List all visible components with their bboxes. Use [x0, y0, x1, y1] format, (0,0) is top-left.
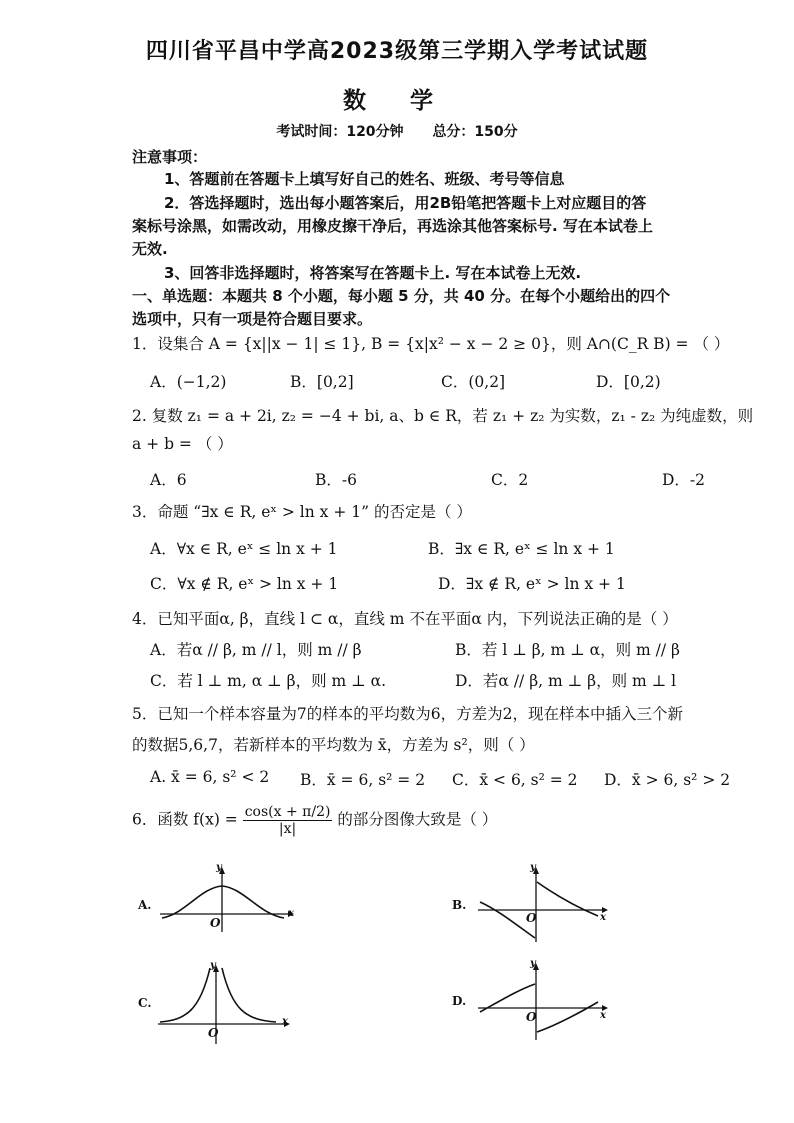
- graph-c-svg: [158, 964, 293, 1046]
- question-6-fraction: [243, 804, 333, 837]
- question-5-option-b: B．x̄ = 6, s² = 2: [300, 771, 426, 789]
- graph-a-y-label: y: [216, 862, 222, 873]
- question-4-option-b: B．若 l ⊥ β, m ⊥ α，则 m // β: [455, 641, 681, 659]
- graph-d-curve-right: [537, 1002, 598, 1032]
- question-6-stem: [132, 804, 752, 837]
- exam-time: 考试时间：120分钟: [276, 124, 404, 140]
- question-2-option-c: C．2: [491, 471, 529, 489]
- exam-info: [0, 121, 794, 141]
- notice-heading: 注意事项：: [132, 148, 208, 166]
- notice-item-1: 1、答题前在答题卡上填写好自己的姓名、班级、考号等信息: [164, 170, 565, 188]
- question-4-stem: 4．已知平面α, β，直线 l ⊂ α，直线 m 不在平面α 内，下列说法正确的是（ ）: [132, 610, 678, 628]
- graph-a-curve: [162, 886, 284, 918]
- subject-title: 数 学: [342, 88, 451, 114]
- graph-a-label: A.: [138, 898, 152, 912]
- question-4-option-d: D．若α // β, m ⊥ β，则 m ⊥ l: [455, 672, 677, 690]
- question-6-suffix: 的部分图像大致是（ ）: [337, 810, 498, 829]
- graph-a-svg: [160, 866, 295, 936]
- question-2-option-d: D．-2: [662, 471, 706, 489]
- graph-c-y-label: y: [210, 960, 216, 971]
- graph-c-x-label: x: [282, 1016, 288, 1027]
- graph-c-curve-left: [160, 968, 210, 1022]
- notice-item-2: 2．答选择题时，选出每小题答案后，用2B铅笔把答题卡上对应题目的答: [164, 194, 647, 212]
- graph-b-x-label: x: [600, 912, 606, 923]
- question-6-numerator: cos(x + π/2): [244, 804, 331, 820]
- question-1-option-c: C．(0,2]: [441, 373, 506, 391]
- question-5-stem-cont: 的数据5,6,7，若新样本的平均数为 x̄，方差为 s²，则（ ）: [132, 736, 535, 754]
- question-4-option-c: C．若 l ⊥ m, α ⊥ β，则 m ⊥ α.: [150, 672, 387, 690]
- question-3-option-d: D．∃x ∉ R, eˣ > ln x + 1: [438, 575, 626, 593]
- question-2-option-b: B．-6: [315, 471, 357, 489]
- question-1-option-b: B．[0,2]: [290, 373, 354, 391]
- question-3-option-a: A．∀x ∈ R, eˣ ≤ ln x + 1: [150, 540, 338, 558]
- graph-b: [478, 862, 613, 946]
- graph-d-label: D.: [452, 994, 467, 1008]
- question-6-denominator: |x|: [278, 821, 297, 837]
- graph-d-svg: [478, 962, 613, 1042]
- graph-c-curve-right: [222, 968, 276, 1022]
- question-2-stem: 2. 复数 z₁ = a + 2i, z₂ = −4 + bi, a、b ∈ R，若 z₁ + z₂ 为实数，z₁ - z₂ 为纯虚数，则: [132, 407, 754, 425]
- question-1-option-d: D．[0,2): [596, 373, 661, 391]
- section-heading-line1: 一、单选题：本题共 8 个小题，每小题 5 分，共 40 分。在每个小题给出的四个: [132, 287, 671, 305]
- graph-a: [160, 862, 295, 936]
- question-5-option-d: D．x̄ > 6, s² > 2: [604, 771, 731, 789]
- question-5-stem: 5．已知一个样本容量为7的样本的平均数为6，方差为2，现在样本中插入三个新: [132, 705, 683, 723]
- question-2-stem-cont: a + b = （ ）: [132, 435, 233, 453]
- question-6-prefix: 6．函数 f(x) =: [132, 810, 238, 829]
- question-5-option-c: C．x̄ < 6, s² = 2: [452, 771, 578, 789]
- exam-total: 总分：150分: [432, 124, 518, 140]
- question-1-option-a: A．(−1,2): [150, 373, 227, 391]
- notice-item-2-cont: 案标号涂黑，如需改动，用橡皮擦干净后，再选涂其他答案标号. 写在本试卷上: [132, 217, 653, 235]
- question-3-option-b: B．∃x ∈ R, eˣ ≤ ln x + 1: [428, 540, 615, 558]
- graph-b-curve-right: [537, 882, 598, 916]
- graph-c-origin: O: [208, 1026, 219, 1040]
- question-1-stem: 1．设集合 A = {x||x − 1| ≤ 1}, B = {x|x² − x − 2 ≥ 0}，则 A∩(C_R B) = （ ）: [132, 335, 730, 353]
- question-3-stem: 3．命题 “∃x ∈ R, eˣ > ln x + 1” 的否定是（ ）: [132, 503, 472, 521]
- graph-b-label: B.: [452, 898, 467, 912]
- question-3-option-c: C．∀x ∉ R, eˣ > ln x + 1: [150, 575, 339, 593]
- exam-title: 四川省平昌中学高2023级第三学期入学考试试题: [145, 39, 649, 64]
- graph-b-svg: [478, 866, 613, 946]
- question-2-option-a: A．6: [150, 471, 187, 489]
- graph-d-origin: O: [526, 1010, 537, 1024]
- graph-d: [478, 958, 613, 1042]
- graph-b-origin: O: [526, 911, 537, 925]
- graph-c-label: C.: [138, 996, 152, 1010]
- notice-item-3: 3、回答非选择题时，将答案写在答题卡上. 写在本试卷上无效.: [164, 264, 582, 282]
- graph-a-origin: O: [210, 916, 221, 930]
- graph-c: [158, 960, 293, 1046]
- graph-b-y-label: y: [530, 862, 536, 873]
- graph-d-x-label: x: [600, 1010, 606, 1021]
- section-heading-line2: 选项中，只有一项是符合题目要求。: [132, 310, 373, 328]
- notice-item-2-end: 无效.: [132, 240, 168, 258]
- graph-d-y-label: y: [530, 958, 536, 969]
- question-4-option-a: A．若α // β, m // l，则 m // β: [150, 641, 362, 659]
- graph-a-x-label: x: [288, 908, 294, 919]
- question-5-option-a: A. x̄ = 6, s² < 2: [150, 768, 270, 786]
